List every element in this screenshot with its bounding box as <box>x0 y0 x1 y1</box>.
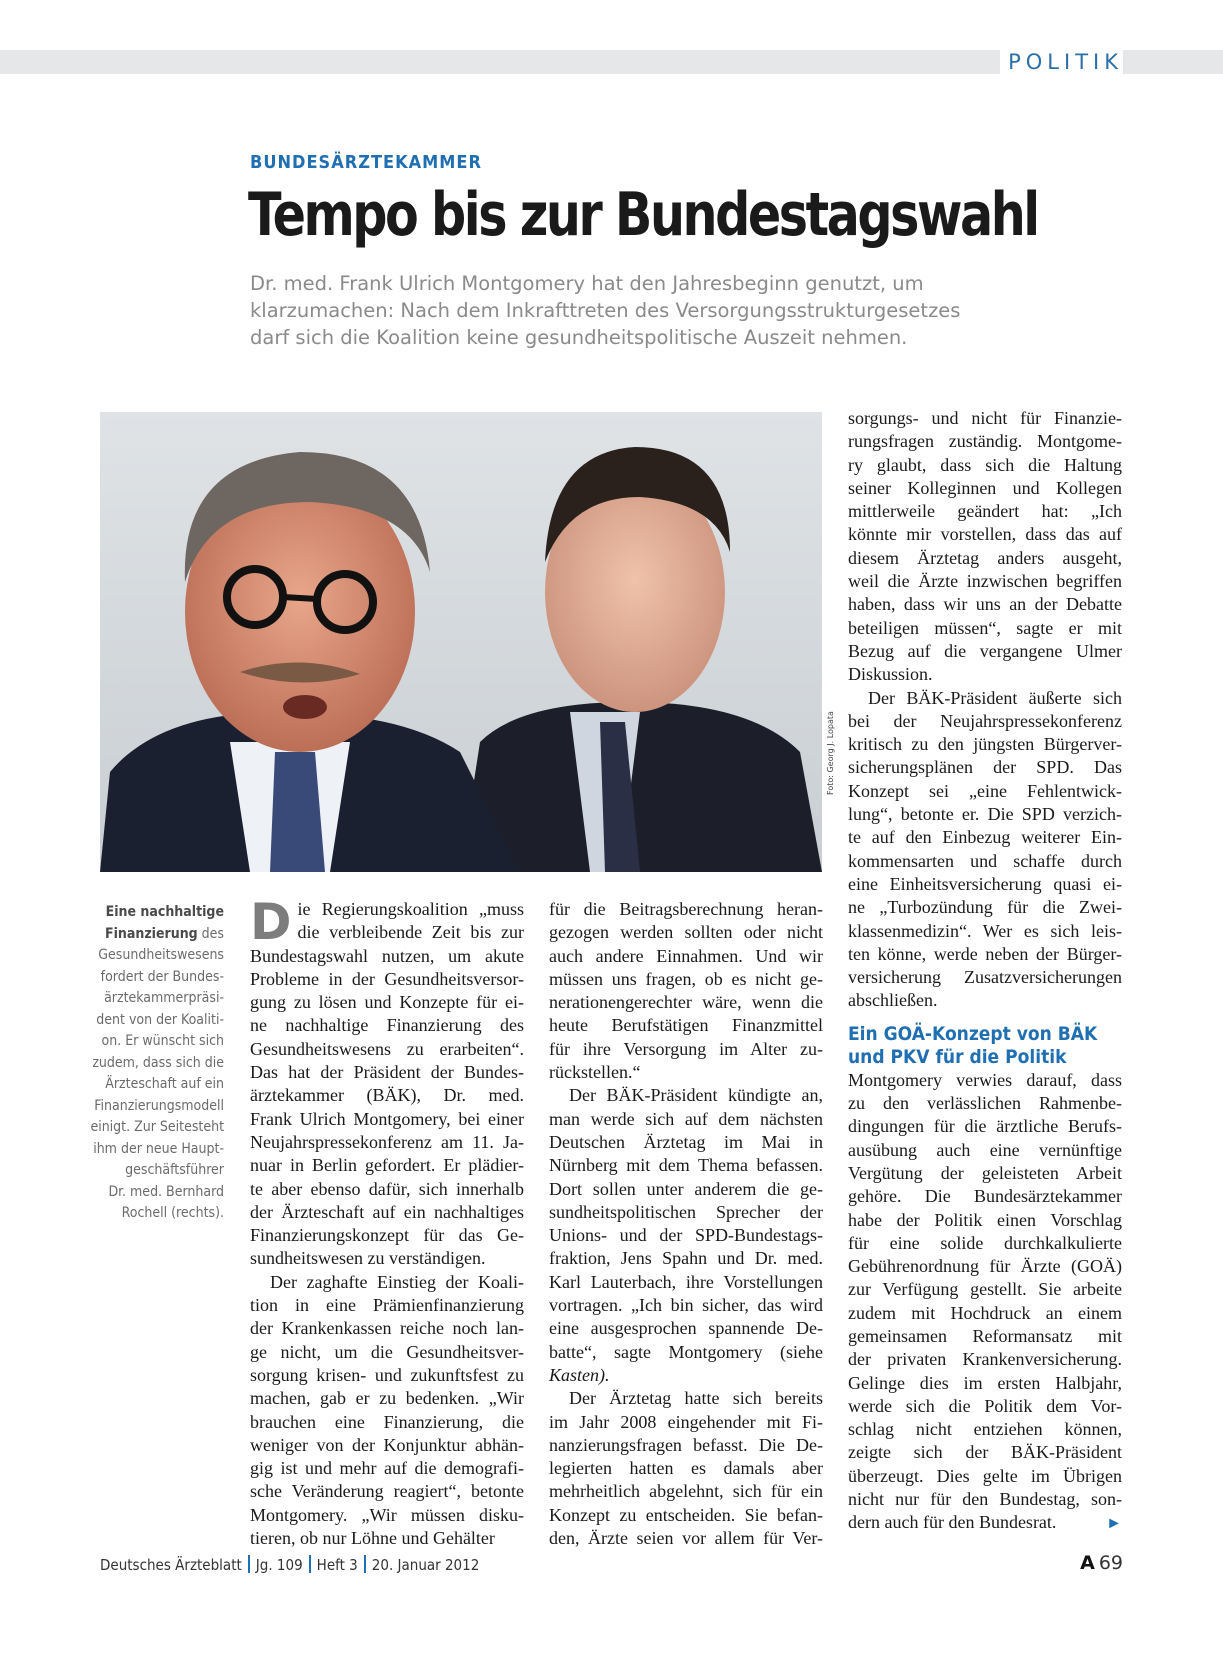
text-line: Neujahrspressekonferenz am 11. Ja- <box>250 1131 524 1152</box>
text-line: gig ist und mehr auf die demografi- <box>250 1458 524 1479</box>
column-body <box>848 407 1122 1013</box>
text-line: mittlerweile geändert hat: „Ich <box>848 501 1122 522</box>
text-line: ärztekammer (BÄK), Dr. med. <box>250 1085 524 1106</box>
caption-line <box>62 924 224 946</box>
text-line: Gebührenordnung für Ärzte (GOÄ) <box>848 1256 1122 1277</box>
text-line: ne nachhaltige Finanzierung des <box>250 1015 524 1036</box>
caption-line: Rochell (rechts). <box>121 1205 224 1221</box>
article-lead <box>250 270 1010 351</box>
text-line: sche Veränderung reagiert“, betonte <box>250 1481 524 1502</box>
photo-credit: Foto: Georg J. Lopata <box>826 711 835 795</box>
text-line: rungsfragen zuständig. Montgome- <box>848 431 1122 452</box>
text-line: Nürnberg mit dem Thema befassen. <box>549 1155 823 1176</box>
text-line: zur Verfügung gestellt. Sie arbeite <box>848 1279 1122 1300</box>
column-body <box>848 1069 1122 1535</box>
text-line: Der BÄK-Präsident kündigte an, <box>569 1085 823 1106</box>
text-line: sundheitspolitischen Sprecher der <box>549 1201 823 1222</box>
text-line: ausübung auch eine vernünftige <box>848 1139 1122 1160</box>
text-line: nerationengerechter wäre, wenn die <box>549 992 823 1013</box>
text-line: klassenmedizin“. Wer es sich leis- <box>848 920 1122 941</box>
text-line: Deutschen Ärztetag im Mai in <box>549 1131 823 1152</box>
text-line: müssen uns fragen, ob es nicht ge- <box>549 968 823 989</box>
caption-bold-line: Eine nachhaltige <box>105 904 224 920</box>
text-line: ge nicht, um die Gesundheitsver- <box>250 1341 524 1362</box>
caption-line: zudem, dass sich die <box>92 1054 224 1071</box>
text-line: Finanzierungskonzept für das Ge- <box>250 1225 524 1246</box>
text-line: sundheitswesen zu verständigen. <box>250 1248 486 1269</box>
text-line: Das hat der Präsident der Bundes- <box>250 1062 524 1083</box>
text-line: zeigte sich der BÄK-Präsident <box>848 1442 1122 1463</box>
footer <box>100 1555 479 1574</box>
text-line: sorgung krisen- und zukunftsfest zu <box>250 1364 524 1385</box>
caption-bold-line: Finanzierung <box>104 925 198 942</box>
text-line: ne „Turbozündung für die Zwei- <box>848 897 1122 918</box>
page-prefix: A <box>1080 1552 1095 1574</box>
text-line: Montgomery verwies darauf, dass <box>848 1069 1122 1090</box>
text-line: dern auch für den Bundesrat. <box>848 1512 1057 1533</box>
journal-issue: Heft 3 <box>316 1556 358 1574</box>
text-line: die verbleibende Zeit bis zur <box>297 922 524 943</box>
caption-line: fordert der Bundes- <box>100 968 224 985</box>
text-line: Bundestagswahl nutzen, um akute <box>250 945 524 966</box>
text-line: diesem Ärztetag anders ausgeht, <box>848 547 1122 568</box>
caption-line: on. Er wünscht sich <box>101 1033 224 1049</box>
text-line: der Krankenkassen reiche noch lan- <box>250 1318 524 1339</box>
lead-line: darf sich die Koalition keine gesundheitspolitische Auszeit nehmen. <box>250 326 908 349</box>
lead-line: klarzumachen: Nach dem Inkrafttreten des Versorgungsstrukturgesetzes <box>250 299 961 322</box>
text-line: nicht nur für den Bundestag, son- <box>848 1489 1122 1510</box>
text-line: Unions- und der SPD-Bundestags- <box>549 1225 823 1246</box>
lead-line: Dr. med. Frank Ulrich Montgomery hat den Jahresbeginn genutzt, um <box>250 272 924 295</box>
text-line: Der BÄK-Präsident äußerte sich <box>868 687 1122 708</box>
page-number <box>1080 1552 1123 1574</box>
subhead-line: und PKV für die Politik <box>848 1045 1067 1068</box>
subhead-line: Ein GOÄ-Konzept von BÄK <box>848 1022 1098 1045</box>
text-line: te aber ebenso dafür, sich innerhalb <box>250 1178 524 1199</box>
footer-separator <box>364 1555 366 1573</box>
text-line: gung zu lösen und Konzepte für ei- <box>250 992 524 1013</box>
caption-line: geschäftsführer <box>125 1162 224 1178</box>
text-line: schlag nicht entziehen können, <box>848 1419 1122 1440</box>
text-line: mehrheitlich abgelehnt, sich für ein <box>549 1481 823 1502</box>
caption-line: ärztekammerpräsi- <box>104 990 224 1006</box>
journal-name: Deutsches Ärzteblatt <box>100 1556 242 1574</box>
text-line: te auf den Einbezug weiterer Ein- <box>848 827 1122 848</box>
text-line: dingungen für die ärztliche Berufs- <box>848 1116 1122 1137</box>
text-line: gemeinsamen Reformansatz mit <box>848 1325 1122 1346</box>
journal-volume: Jg. 109 <box>255 1556 303 1574</box>
footer-separator <box>248 1555 250 1573</box>
text-line: gehöre. Die Bundesärztekammer <box>848 1186 1122 1207</box>
text-line: eine Einheitsversicherung quasi ei- <box>848 873 1122 894</box>
text-column-1 <box>250 893 524 1550</box>
text-line: bei der Neujahrspressekonferenz <box>848 710 1122 731</box>
text-line: sorgungs- und nicht für Finanzie- <box>848 408 1122 428</box>
text-line: überzeugt. Dies gelte im Übrigen <box>848 1465 1122 1486</box>
text-line: der Ärzteschaft auf ein nachhaltiges <box>250 1201 524 1222</box>
text-line: beteiligen müssen“, sagte er mit <box>848 617 1122 638</box>
text-line: weniger von der Konjunktur abhän- <box>250 1434 524 1455</box>
text-line: heute Berufstätigen Finanzmittel <box>549 1015 823 1036</box>
text-line: gezogen werden sollten oder nicht <box>549 922 823 943</box>
text-line: den, Ärzte seien vor allem für Ver- <box>549 1528 823 1549</box>
caption-text: des <box>197 925 224 942</box>
text-line: könnte mir vorstellen, dass das auf <box>848 524 1122 545</box>
text-line: im Jahr 2008 eingehender mit Fi- <box>549 1411 823 1432</box>
footer-separator <box>309 1555 311 1573</box>
caption-line: Gesundheitswesens <box>98 947 224 963</box>
text-line: auch andere Einnahmen. Und wir <box>549 945 823 966</box>
text-line: Frank Ulrich Montgomery, bei einer <box>250 1108 524 1129</box>
text-line: ry glaubt, dass sich die Haltung <box>848 454 1122 475</box>
continue-arrow-icon: ► <box>1106 1514 1122 1532</box>
article-photo <box>100 412 822 872</box>
text-line: werde sich die Politik dem Vor- <box>848 1395 1122 1416</box>
text-column-2 <box>549 898 823 1550</box>
text-line: batte“, sagte Montgomery (siehe <box>549 1341 823 1362</box>
text-line: kritisch zu den jüngsten Bürgerver- <box>848 734 1122 755</box>
text-line: fraktion, Jens Spahn und Dr. med. <box>549 1248 823 1269</box>
column-body <box>549 898 823 1550</box>
text-line: Probleme in der Gesundheitsversor- <box>250 968 524 989</box>
text-line: für die Beitragsberechnung heran- <box>549 899 823 919</box>
text-line: Diskussion. <box>848 664 933 685</box>
caption-line: ihm der neue Haupt- <box>93 1140 224 1157</box>
caption-line: einigt. Zur Seitesteht <box>90 1119 224 1135</box>
text-line: machen, gab er zu bedenken. „Wir <box>250 1388 524 1409</box>
text-line: für eine solide durchkalkulierte <box>848 1232 1122 1253</box>
text-line: Karl Lauterbach, ihre Vorstellungen <box>549 1271 823 1292</box>
section-label: POLITIK <box>1000 48 1123 76</box>
column-body <box>250 893 524 1550</box>
article-title: Tempo bis zur Bundestagswahl <box>248 180 1038 250</box>
photo-illustration <box>100 412 822 872</box>
text-line: man werde sich auf dem nächsten <box>549 1108 823 1129</box>
photo-caption <box>62 902 224 1225</box>
text-line: eine ausgesprochen spannende De- <box>549 1318 823 1339</box>
text-line: Gesundheitswesens zu erarbeiten“. <box>250 1038 524 1059</box>
section-subhead <box>848 1023 1122 1069</box>
text-line: versicherung Zusatzversicherungen <box>848 967 1122 988</box>
text-line: tieren, ob nur Löhne und Gehälter <box>250 1528 495 1549</box>
caption-line <box>62 902 224 924</box>
text-line: ten könne, werde neben der Bürger- <box>848 943 1122 964</box>
text-line: Bezug auf die vergangene Ulmer <box>848 640 1122 661</box>
dropcap: D <box>250 893 292 951</box>
text-line: Der Ärztetag hatte sich bereits <box>569 1388 823 1409</box>
text-line: brauchen eine Finanzierung, die <box>250 1411 524 1432</box>
text-line: zudem mit Hochdruck an einem <box>848 1302 1122 1323</box>
text-line: Vergütung der geleisteten Arbeit <box>848 1162 1122 1183</box>
text-line: Kasten). <box>549 1364 610 1385</box>
text-line: zu den verlässlichen Rahmenbe- <box>848 1093 1122 1114</box>
text-line: rückstellen.“ <box>549 1062 641 1083</box>
text-line: habe der Politik einen Vorschlag <box>848 1209 1122 1230</box>
text-line: nuar in Berlin gefordert. Er plädier- <box>250 1155 524 1176</box>
text-line: seiner Kolleginnen und Kollegen <box>848 477 1122 498</box>
text-line: weil die Ärzte inzwischen begriffen <box>848 571 1122 592</box>
text-line: der privaten Krankenversicherung. <box>848 1349 1122 1370</box>
text-line: Der zaghafte Einstieg der Koali- <box>270 1271 524 1292</box>
text-line: kommensarten und schaffe durch <box>848 850 1122 871</box>
journal-date: 20. Januar 2012 <box>371 1556 480 1574</box>
caption-line: Dr. med. Bernhard <box>108 1183 224 1200</box>
text-line: sicherungsplänen der SPD. Das <box>848 757 1122 778</box>
text-line: Gelinge dies im ersten Halbjahr, <box>848 1372 1122 1393</box>
text-line: haben, dass wir uns an der Debatte <box>848 594 1122 615</box>
text-line: für ihre Versorgung im Alter zu- <box>549 1038 823 1059</box>
caption-line: Ärzteschaft auf ein <box>105 1076 224 1092</box>
text-line: nanzierungsfragen befasst. Die De- <box>549 1434 823 1455</box>
text-line: Konzept zu entscheiden. Sie befan- <box>549 1504 823 1525</box>
text-line: vortragen. „Ich bin sicher, das wird <box>549 1295 823 1316</box>
text-line: Konzept sei „eine Fehlentwick- <box>848 780 1122 801</box>
text-line: abschließen. <box>848 990 938 1011</box>
caption-line: Finanzierungsmodell <box>94 1097 224 1114</box>
text-line: ie Regierungskoalition „muss <box>297 899 524 919</box>
text-line: tion in eine Prämienfinanzierung <box>250 1295 524 1316</box>
text-column-3 <box>848 407 1122 1535</box>
text-line: lung“, betonte er. Die SPD verzich- <box>848 804 1122 825</box>
page-number-value: 69 <box>1098 1552 1123 1574</box>
text-line: Montgomery. „Wir müssen disku- <box>250 1504 524 1525</box>
text-line: legierten hatten es damals aber <box>549 1458 823 1479</box>
article-kicker: BUNDESÄRZTEKAMMER <box>250 152 482 173</box>
text-line: Dort sollen unter anderem die ge- <box>549 1178 823 1199</box>
caption-line: dent von der Koaliti- <box>96 1011 224 1028</box>
